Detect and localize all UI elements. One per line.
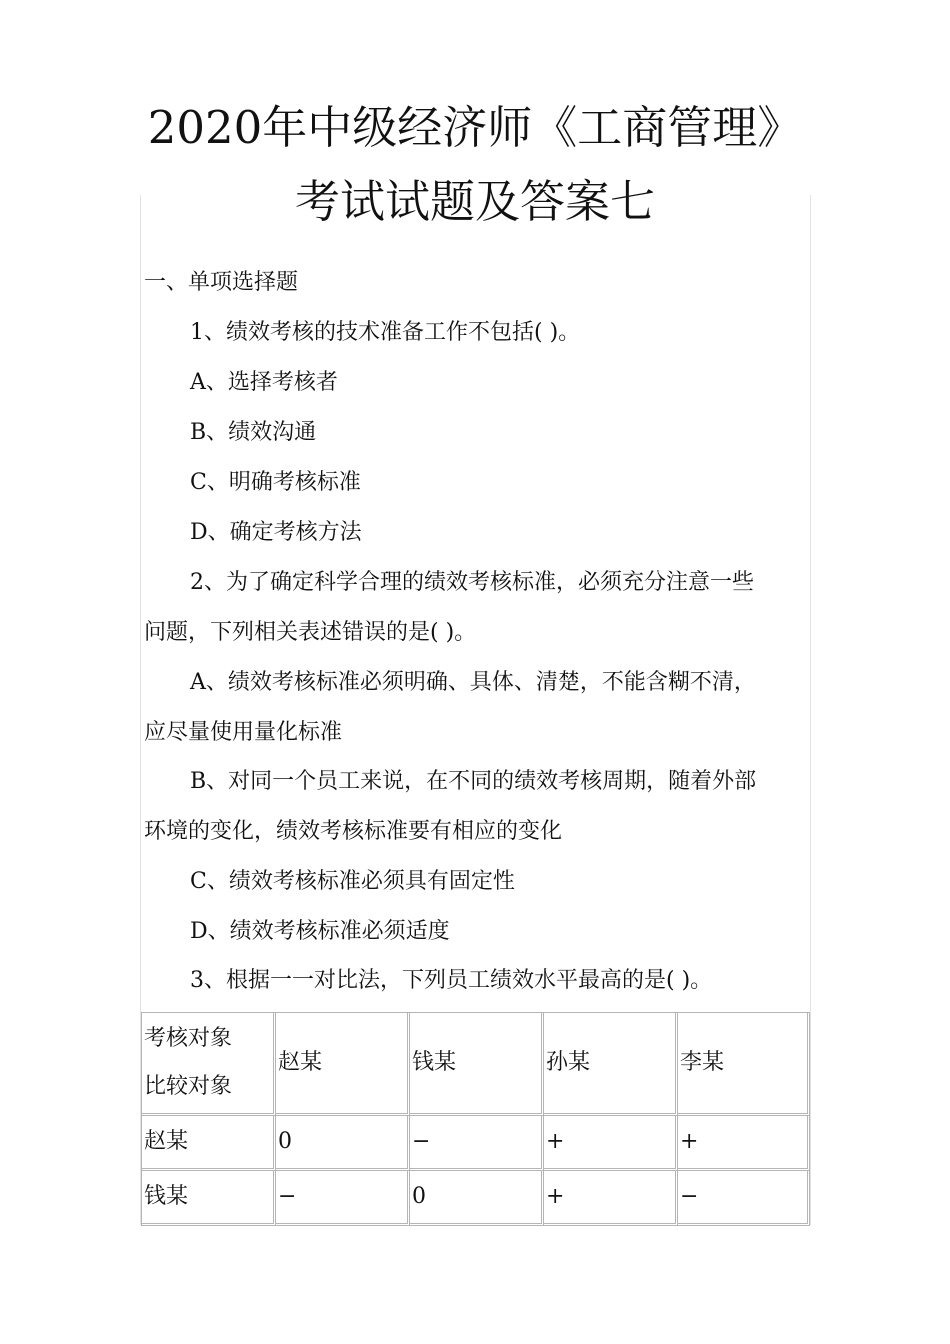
table-cell: + — [544, 1116, 678, 1171]
table-cell: − — [410, 1116, 544, 1171]
table-cell: − — [276, 1171, 410, 1226]
corner-label-top: 考核对象 — [144, 1026, 233, 1051]
row-header: 钱某 — [142, 1171, 276, 1226]
q2-stem-line1: 2、为了确定科学合理的绩效考核标准，必须充分注意一些 — [190, 570, 754, 595]
table-cell: + — [544, 1171, 678, 1226]
table-cell: − — [678, 1171, 810, 1226]
q1-option-c: C、明确考核标准 — [190, 470, 361, 495]
table-cell: 0 — [276, 1116, 410, 1171]
q1-stem: 1、绩效考核的技术准备工作不包括( )。 — [190, 320, 581, 345]
document-title-line1: 2020年中级经济师《工商管理》 — [147, 101, 803, 154]
q2-option-b-line2: 环境的变化，绩效考核标准要有相应的变化 — [144, 819, 563, 844]
row-header: 赵某 — [142, 1116, 276, 1171]
q2-option-d: D、绩效考核标准必须适度 — [190, 919, 450, 944]
q2-option-a-line2: 应尽量使用量化标准 — [144, 720, 343, 745]
column-header: 李某 — [678, 1013, 810, 1116]
column-header: 孙某 — [544, 1013, 678, 1116]
q1-option-b: B、绩效沟通 — [190, 420, 317, 445]
q1-option-a: A、选择考核者 — [190, 370, 338, 395]
column-header: 赵某 — [276, 1013, 410, 1116]
table-header-row — [142, 1013, 810, 1116]
corner-label-bottom: 比较对象 — [144, 1074, 233, 1099]
q2-option-a-line1: A、绩效考核标准必须明确、具体、清楚，不能含糊不清， — [190, 670, 756, 695]
section-heading: 一、单项选择题 — [144, 270, 299, 295]
q1-option-d: D、确定考核方法 — [190, 520, 362, 545]
q3-stem: 3、根据一一对比法，下列员工绩效水平最高的是( )。 — [190, 968, 713, 993]
table-cell: 0 — [410, 1171, 544, 1226]
table-row — [142, 1116, 810, 1171]
q2-option-b-line1: B、对同一个员工来说，在不同的绩效考核周期，随着外部 — [190, 769, 757, 794]
comparison-table — [141, 1012, 810, 1226]
document-title-line2: 考试试题及答案七 — [294, 175, 655, 228]
q2-option-c: C、绩效考核标准必须具有固定性 — [190, 869, 515, 894]
q2-stem-line2: 问题，下列相关表述错误的是( )。 — [144, 620, 477, 645]
column-header: 钱某 — [410, 1013, 544, 1116]
table-corner-cell — [142, 1013, 276, 1116]
table-cell: + — [678, 1116, 810, 1171]
table-row — [142, 1171, 810, 1226]
